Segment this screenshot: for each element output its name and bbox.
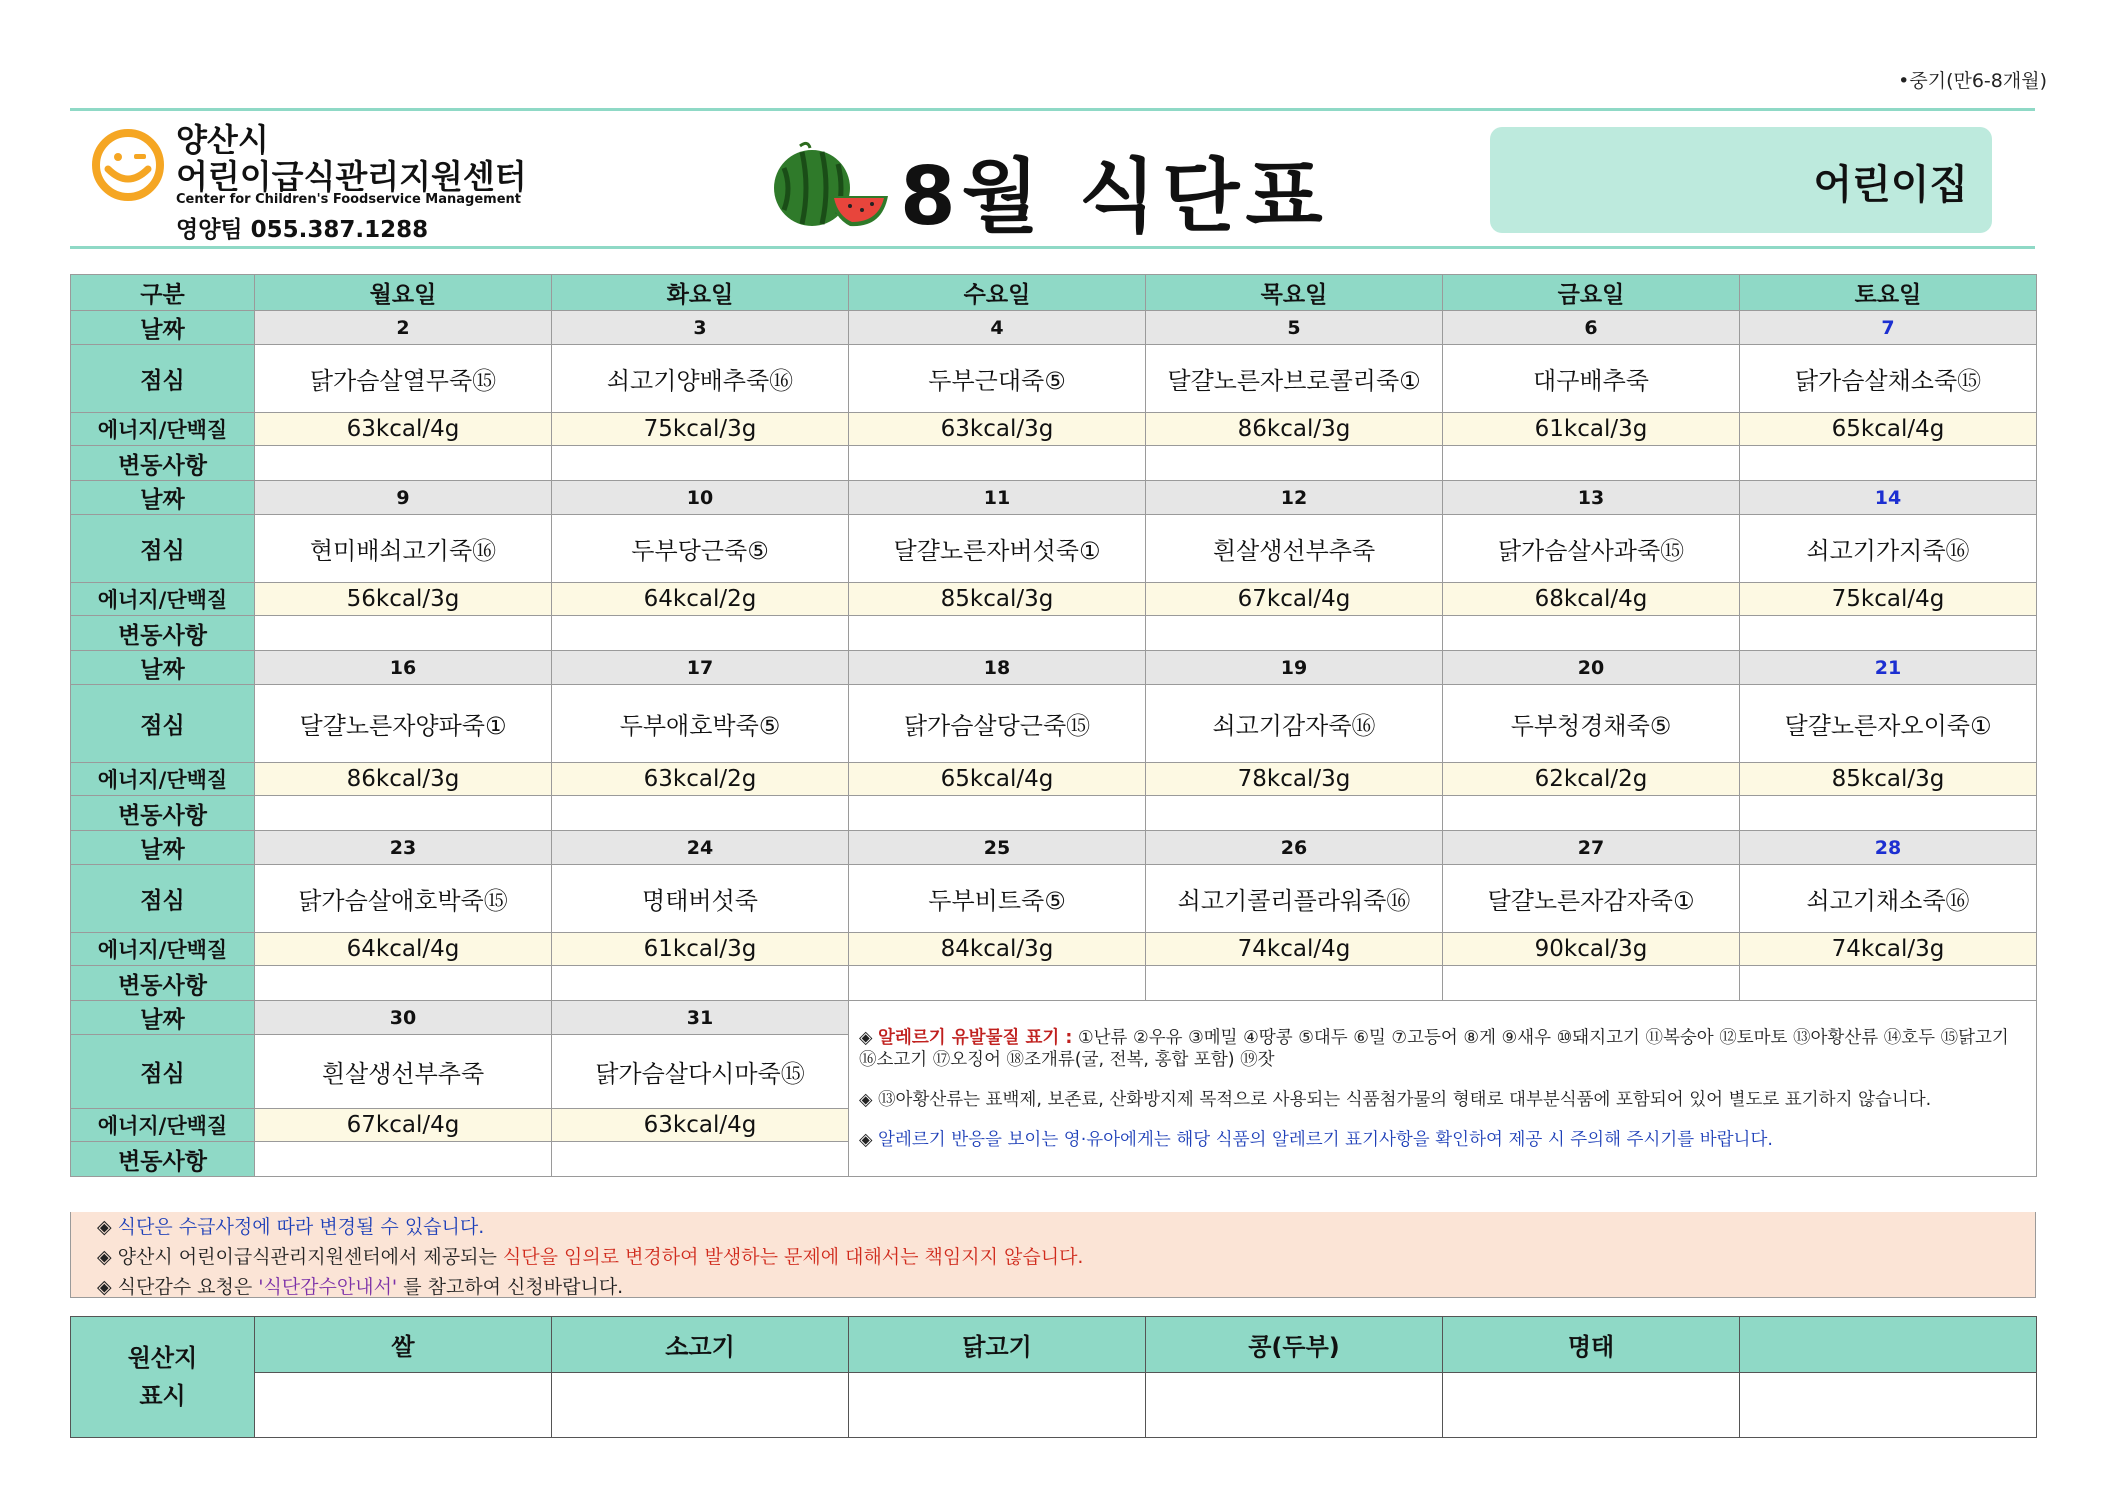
energy-cell: 78kcal/3g <box>1146 763 1443 796</box>
energy-cell: 86kcal/3g <box>255 763 552 796</box>
change-cell <box>552 446 849 481</box>
meal-cell: 쇠고기채소죽⑯ <box>1740 865 2037 933</box>
change-row <box>71 966 2037 1001</box>
energy-cell: 56kcal/3g <box>255 583 552 616</box>
row-label-energy: 에너지/단백질 <box>71 763 255 796</box>
meal-cell: 흰살생선부추죽 <box>255 1035 552 1109</box>
logo-center-name: 어린이급식관리지원센터 <box>176 157 527 196</box>
date-cell: 7 <box>1740 311 2037 345</box>
smile-logo-icon <box>90 127 166 203</box>
energy-cell: 63kcal/4g <box>255 413 552 446</box>
meal-cell: 달걀노른자양파죽① <box>255 685 552 763</box>
change-cell <box>1740 966 2037 1001</box>
meal-cell: 현미배쇠고기죽⑯ <box>255 515 552 583</box>
origin-item: 콩(두부) <box>1146 1317 1443 1373</box>
change-cell <box>849 796 1146 831</box>
date-row <box>71 1001 2037 1035</box>
energy-cell: 75kcal/4g <box>1740 583 2037 616</box>
energy-row <box>71 763 2037 796</box>
row-label-meal: 점심 <box>71 685 255 763</box>
corner-label: 구분 <box>71 275 255 311</box>
watermelon-icon <box>770 138 890 230</box>
energy-cell: 63kcal/3g <box>849 413 1146 446</box>
note-bullet: ◈ <box>859 1129 873 1150</box>
origin-item <box>1740 1317 2037 1373</box>
change-row <box>71 616 2037 651</box>
change-row <box>71 446 2037 481</box>
notice-text: 식단감수 요청은 <box>117 1276 259 1298</box>
sulfite-note <box>859 1089 2026 1111</box>
change-cell <box>552 966 849 1001</box>
date-cell: 19 <box>1146 651 1443 685</box>
origin-value <box>1740 1373 2037 1438</box>
date-cell: 23 <box>255 831 552 865</box>
notice-text-highlight: '식단감수안내서' <box>258 1276 398 1298</box>
row-label-energy: 에너지/단백질 <box>71 933 255 966</box>
day-header: 금요일 <box>1443 275 1740 311</box>
meal-cell: 대구배추죽 <box>1443 345 1740 413</box>
day-header: 화요일 <box>552 275 849 311</box>
change-cell <box>1443 796 1740 831</box>
meal-cell: 두부근대죽⑤ <box>849 345 1146 413</box>
allergy-legend-list: ①난류 ②우유 ③메밀 ④땅콩 ⑤대두 ⑥밀 ⑦고등어 ⑧게 ⑨새우 ⑩돼지고기 ⑪복숭아 ⑫토마토 ⑬아황산류 ⑭호두 ⑮닭고기 ⑯소고기 ⑰오징어 ⑱조개류(굴, 전복, 홍합 포함) ⑲잣 <box>859 1027 2009 1070</box>
day-header-row <box>71 275 2037 311</box>
energy-cell: 86kcal/3g <box>1146 413 1443 446</box>
energy-cell: 64kcal/2g <box>552 583 849 616</box>
meal-cell: 두부애호박죽⑤ <box>552 685 849 763</box>
meal-cell: 닭가슴살애호박죽⑮ <box>255 865 552 933</box>
date-cell: 6 <box>1443 311 1740 345</box>
meal-row <box>71 865 2037 933</box>
row-label-date: 날짜 <box>71 831 255 865</box>
row-label-date: 날짜 <box>71 481 255 515</box>
day-header: 월요일 <box>255 275 552 311</box>
energy-cell: 63kcal/2g <box>552 763 849 796</box>
row-label-meal: 점심 <box>71 1035 255 1109</box>
date-cell: 30 <box>255 1001 552 1035</box>
change-cell <box>1146 446 1443 481</box>
meal-cell: 달걀노른자감자죽① <box>1443 865 1740 933</box>
meal-cell: 쇠고기가지죽⑯ <box>1740 515 2037 583</box>
date-cell: 26 <box>1146 831 1443 865</box>
energy-cell: 85kcal/3g <box>849 583 1146 616</box>
change-cell <box>552 616 849 651</box>
date-cell: 31 <box>552 1001 849 1035</box>
energy-cell: 84kcal/3g <box>849 933 1146 966</box>
origin-value <box>849 1373 1146 1438</box>
note-bullet: ◈ <box>859 1027 873 1048</box>
date-cell: 14 <box>1740 481 2037 515</box>
energy-cell: 65kcal/4g <box>1740 413 2037 446</box>
energy-cell: 62kcal/2g <box>1443 763 1740 796</box>
energy-cell: 67kcal/4g <box>1146 583 1443 616</box>
date-row <box>71 651 2037 685</box>
change-cell <box>552 796 849 831</box>
date-cell: 11 <box>849 481 1146 515</box>
note-bullet: ◈ <box>859 1089 873 1110</box>
change-cell <box>849 966 1146 1001</box>
change-cell <box>1443 966 1740 1001</box>
allergy-notes <box>849 1001 2037 1177</box>
energy-cell: 65kcal/4g <box>849 763 1146 796</box>
change-cell <box>255 446 552 481</box>
row-label-energy: 에너지/단백질 <box>71 413 255 446</box>
facility-name: 어린이집 <box>1813 162 1968 208</box>
row-label-meal: 점심 <box>71 515 255 583</box>
notice-text: 식단은 수급사정에 따라 변경될 수 있습니다. <box>117 1216 485 1238</box>
meal-cell: 닭가슴살당근죽⑮ <box>849 685 1146 763</box>
page-title: 8월 식단표 <box>900 150 1329 243</box>
logo-english-name: Center for Children's Foodservice Management <box>176 192 522 207</box>
origin-item: 명태 <box>1443 1317 1740 1373</box>
meal-cell: 두부청경채죽⑤ <box>1443 685 1740 763</box>
meal-cell: 흰살생선부추죽 <box>1146 515 1443 583</box>
row-label-date: 날짜 <box>71 651 255 685</box>
energy-cell: 61kcal/3g <box>1443 413 1740 446</box>
origin-item: 쌀 <box>255 1317 552 1373</box>
change-cell <box>1740 796 2037 831</box>
origin-header-row <box>71 1317 2037 1373</box>
meal-cell: 달걀노른자브로콜리죽① <box>1146 345 1443 413</box>
meal-cell: 닭가슴살채소죽⑮ <box>1740 345 2037 413</box>
meal-cell: 두부당근죽⑤ <box>552 515 849 583</box>
energy-cell: 90kcal/3g <box>1443 933 1740 966</box>
change-cell <box>1146 966 1443 1001</box>
energy-cell: 75kcal/3g <box>552 413 849 446</box>
origin-value-row <box>71 1373 2037 1438</box>
date-cell: 25 <box>849 831 1146 865</box>
origin-item: 소고기 <box>552 1317 849 1373</box>
meal-cell: 닭가슴살열무죽⑮ <box>255 345 552 413</box>
origin-value <box>1443 1373 1740 1438</box>
logo-city: 양산시 <box>176 121 269 159</box>
notice-text: 양산시 어린이급식관리지원센터에서 제공되는 <box>117 1246 503 1268</box>
meal-cell: 쇠고기양배추죽⑯ <box>552 345 849 413</box>
notice-text-red: 식단을 임의로 변경하여 발생하는 문제에 대해서는 책임지지 않습니다. <box>502 1246 1084 1268</box>
row-label-change: 변동사항 <box>71 446 255 481</box>
caution-note-text: 알레르기 반응을 보이는 영·유아에게는 해당 식품의 알레르기 표기사항을 확인하여 제공 시 주의해 주시기를 바랍니다. <box>878 1129 1773 1150</box>
date-cell: 10 <box>552 481 849 515</box>
meal-cell: 쇠고기감자죽⑯ <box>1146 685 1443 763</box>
notice-line: ◈ 양산시 어린이급식관리지원센터에서 제공되는 식단을 임의로 변경하여 발생하는 문제에 대해서는 책임지지 않습니다. <box>97 1246 1084 1268</box>
row-label-meal: 점심 <box>71 865 255 933</box>
meal-cell: 닭가슴살사과죽⑮ <box>1443 515 1740 583</box>
energy-cell: 74kcal/3g <box>1740 933 2037 966</box>
date-cell: 17 <box>552 651 849 685</box>
change-row <box>71 796 2037 831</box>
notice-box <box>70 1212 2036 1298</box>
day-header: 수요일 <box>849 275 1146 311</box>
meal-row <box>71 685 2037 763</box>
change-cell <box>849 616 1146 651</box>
date-cell: 9 <box>255 481 552 515</box>
change-cell <box>1740 616 2037 651</box>
energy-cell: 85kcal/3g <box>1740 763 2037 796</box>
date-row <box>71 311 2037 345</box>
menu-table <box>70 274 2037 1177</box>
age-group-label: •중기(만6-8개월) <box>1898 70 2047 92</box>
change-cell <box>255 966 552 1001</box>
date-cell: 12 <box>1146 481 1443 515</box>
meal-cell: 닭가슴살다시마죽⑮ <box>552 1035 849 1109</box>
change-cell <box>552 1142 849 1177</box>
center-logo <box>88 115 548 245</box>
meal-row <box>71 345 2037 413</box>
meal-cell: 쇠고기콜리플라워죽⑯ <box>1146 865 1443 933</box>
notice-text: 를 참고하여 신청바랍니다. <box>397 1276 624 1298</box>
energy-cell: 67kcal/4g <box>255 1109 552 1142</box>
energy-cell: 61kcal/3g <box>552 933 849 966</box>
energy-cell: 64kcal/4g <box>255 933 552 966</box>
day-header: 토요일 <box>1740 275 2037 311</box>
date-cell: 5 <box>1146 311 1443 345</box>
day-header: 목요일 <box>1146 275 1443 311</box>
energy-cell: 63kcal/4g <box>552 1109 849 1142</box>
change-cell <box>255 796 552 831</box>
change-cell <box>1443 446 1740 481</box>
row-label-change: 변동사항 <box>71 966 255 1001</box>
date-cell: 2 <box>255 311 552 345</box>
row-label-date: 날짜 <box>71 311 255 345</box>
header-top-rule <box>70 108 2035 111</box>
date-cell: 20 <box>1443 651 1740 685</box>
change-cell <box>255 616 552 651</box>
change-cell <box>849 446 1146 481</box>
date-row <box>71 831 2037 865</box>
sulfite-note-text: ⑬아황산류는 표백제, 보존료, 산화방지제 목적으로 사용되는 식품첨가물의 형태로 대부분식품에 포함되어 있어 별도로 표기하지 않습니다. <box>878 1089 1932 1110</box>
change-cell <box>1740 446 2037 481</box>
change-cell <box>1146 796 1443 831</box>
date-cell: 21 <box>1740 651 2037 685</box>
row-label-energy: 에너지/단백질 <box>71 583 255 616</box>
date-cell: 27 <box>1443 831 1740 865</box>
date-cell: 16 <box>255 651 552 685</box>
energy-row <box>71 583 2037 616</box>
meal-cell: 달걀노른자버섯죽① <box>849 515 1146 583</box>
meal-row <box>71 515 2037 583</box>
row-label-change: 변동사항 <box>71 796 255 831</box>
allergy-legend <box>859 1027 2026 1071</box>
date-cell: 18 <box>849 651 1146 685</box>
date-cell: 4 <box>849 311 1146 345</box>
date-cell: 13 <box>1443 481 1740 515</box>
origin-value <box>1146 1373 1443 1438</box>
logo-team-phone: 영양팀 055.387.1288 <box>176 217 429 243</box>
row-label-date: 날짜 <box>71 1001 255 1035</box>
meal-cell: 두부비트죽⑤ <box>849 865 1146 933</box>
energy-row <box>71 413 2037 446</box>
change-cell <box>1146 616 1443 651</box>
meal-cell: 명태버섯죽 <box>552 865 849 933</box>
row-label-meal: 점심 <box>71 345 255 413</box>
date-cell: 28 <box>1740 831 2037 865</box>
energy-cell: 68kcal/4g <box>1443 583 1740 616</box>
date-cell: 3 <box>552 311 849 345</box>
origin-label: 원산지 표시 <box>71 1317 255 1438</box>
energy-row <box>71 933 2037 966</box>
facility-box <box>1490 127 1992 233</box>
origin-item: 닭고기 <box>849 1317 1146 1373</box>
notice-line: ◈ 식단은 수급사정에 따라 변경될 수 있습니다. <box>97 1216 485 1238</box>
meal-cell: 달걀노른자오이죽① <box>1740 685 2037 763</box>
row-label-change: 변동사항 <box>71 616 255 651</box>
origin-value <box>552 1373 849 1438</box>
caution-note <box>859 1129 2026 1151</box>
change-cell <box>255 1142 552 1177</box>
origin-value <box>255 1373 552 1438</box>
notice-line: ◈ 식단감수 요청은 '식단감수안내서' 를 참고하여 신청바랍니다. <box>97 1276 624 1298</box>
allergy-legend-title: 알레르기 유발물질 표기 : <box>878 1027 1073 1048</box>
origin-table <box>70 1316 2037 1438</box>
energy-cell: 74kcal/4g <box>1146 933 1443 966</box>
row-label-energy: 에너지/단백질 <box>71 1109 255 1142</box>
row-label-change: 변동사항 <box>71 1142 255 1177</box>
date-cell: 24 <box>552 831 849 865</box>
title-block <box>770 132 1329 243</box>
date-row <box>71 481 2037 515</box>
change-cell <box>1443 616 1740 651</box>
